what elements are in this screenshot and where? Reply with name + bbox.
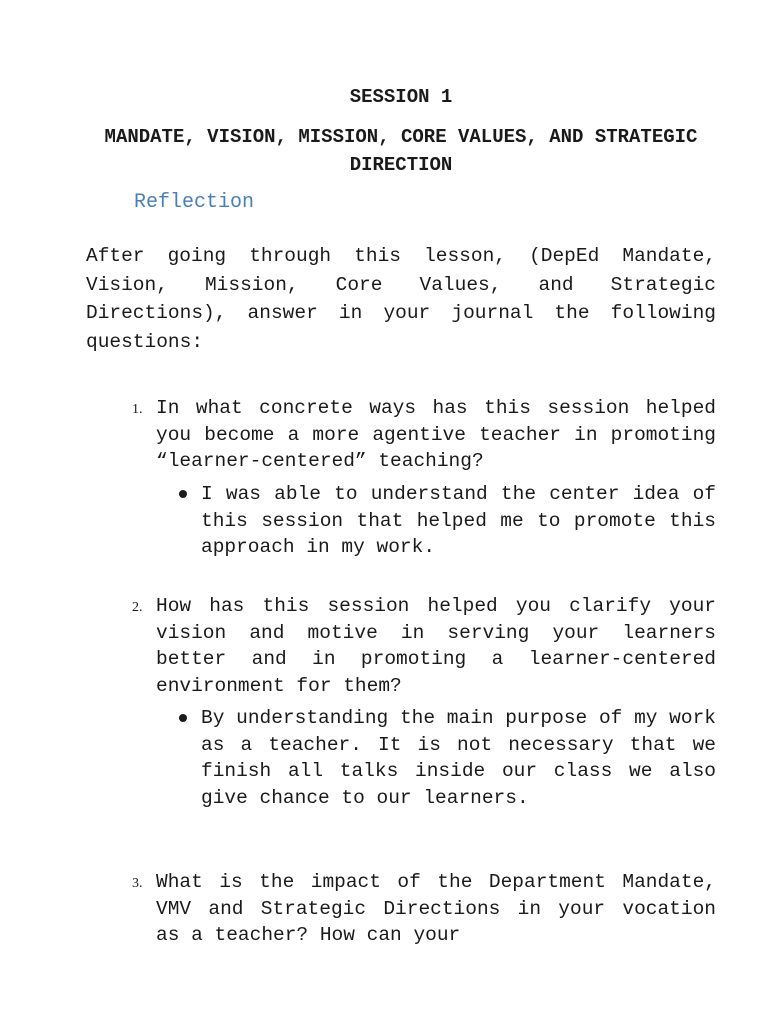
question-3	[132, 869, 716, 949]
question-number: 3.	[132, 876, 143, 891]
answer-text: By understanding the main purpose of my work as a teacher. It is not necessary that we finish all talks inside our class we also give chance to our learners.	[201, 707, 716, 809]
session-heading: SESSION 1	[349, 86, 453, 108]
bullet-icon	[179, 490, 187, 498]
question-text: In what concrete ways has this session helped you become a more agentive teacher in promoting “learner-centered” teaching?	[156, 397, 716, 472]
question-number: 1.	[132, 402, 143, 417]
reflection-subheading: Reflection	[134, 191, 255, 214]
bullet-icon	[179, 714, 187, 722]
question-2	[132, 593, 716, 699]
intro-paragraph: After going through this lesson, (DepEd Mandate, Vision, Mission, Core Values, and Strategic Directions), answer in your journal the following questions:	[86, 245, 716, 353]
answer-1	[201, 481, 716, 561]
question-text: What is the impact of the Department Mandate, VMV and Strategic Directions in your vocation as a teacher? How can your	[156, 871, 716, 946]
answer-2	[201, 705, 716, 811]
question-text: How has this session helped you clarify your vision and motive in serving your learners better and in promoting a learner-centered environment for them?	[156, 595, 716, 697]
answer-text: I was able to understand the center idea of this session that helped me to promote this approach in my work.	[201, 483, 716, 558]
question-1	[132, 395, 716, 475]
page-title: MANDATE, VISION, MISSION, CORE VALUES, AND STRATEGIC DIRECTION	[104, 126, 698, 176]
question-number: 2.	[132, 600, 143, 615]
